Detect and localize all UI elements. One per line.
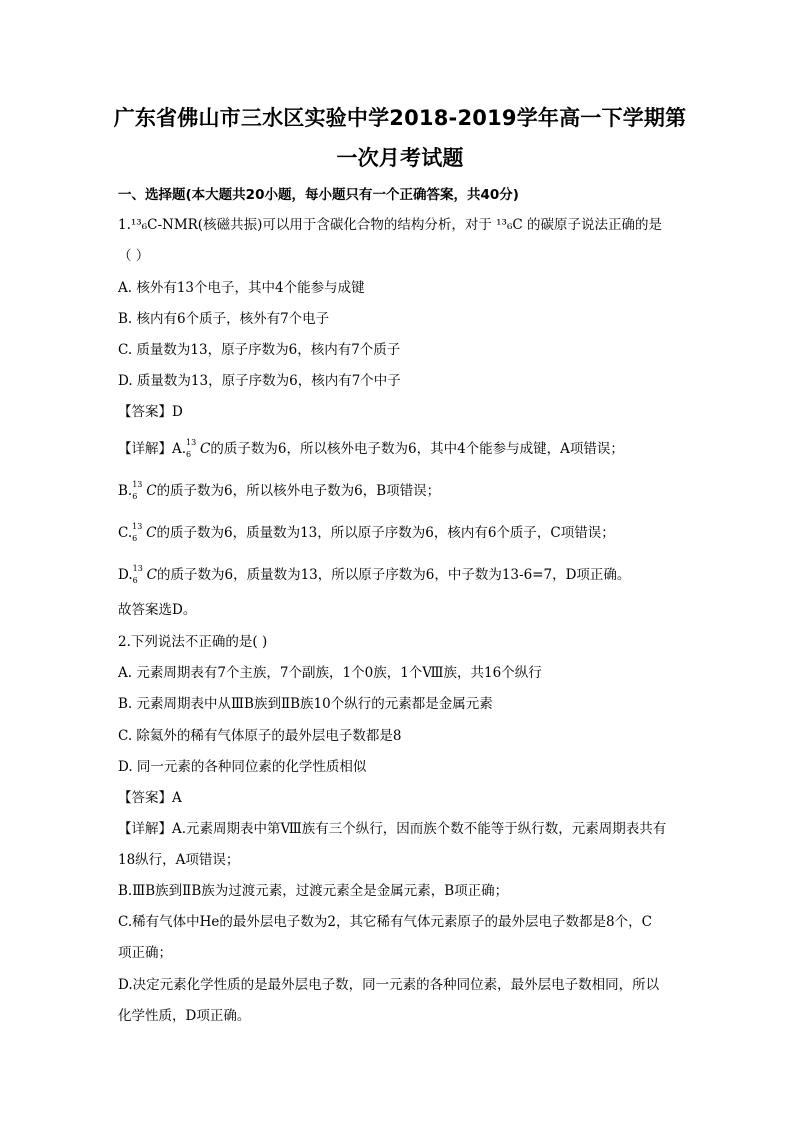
detail-b-prefix: B. — [118, 483, 133, 499]
q2-detail-c-line1: C.稀有气体中He的最外层电子数为2，其它稀有气体元素原子的最外层电子数都是8个，C — [118, 914, 652, 930]
q2-detail-b: B.ⅢB族到ⅡB族为过渡元素，过渡元素全是金属元素，B项正确； — [118, 883, 509, 899]
q2-stem: 2.下列说法不正确的是( ) — [118, 634, 268, 650]
detail-label: 【详解】 — [118, 441, 172, 457]
q1-conclusion: 故答案选D。 — [118, 602, 197, 618]
isotope-mass: 13 — [186, 438, 197, 447]
q1-detail-c — [118, 524, 680, 542]
document-title-line1: 广东省佛山市三水区实验中学2018-2019学年高一下学期第 — [113, 106, 687, 130]
q2-detail-d-line1: D.决定元素化学性质的是最外层电子数，同一元素的各种同位素，最外层电子数相同，所以 — [118, 977, 660, 993]
isotope-symbol: C — [200, 441, 211, 457]
section-heading: 一、选择题(本大题共20小题，每小题只有一个正确答案，共40分) — [118, 187, 519, 203]
q1-option-b: B. 核内有6个质子，核外有7个电子 — [118, 311, 330, 327]
q2-option-b: B. 元素周期表中从ⅢB族到ⅡB族10个纵行的元素都是金属元素 — [118, 696, 493, 712]
isotope-mass: 13 — [132, 522, 143, 531]
detail-a-text: A.元素周期表中第Ⅷ族有三个纵行，因而族个数不能等于纵行数，元素周期表共有 — [172, 821, 667, 837]
q1-option-d: D. 质量数为13，原子序数为6，核内有7个中子 — [118, 373, 401, 389]
q2-detail-a-line2: 18纵行，A项错误； — [118, 852, 240, 868]
detail-c-prefix: C. — [118, 525, 133, 541]
isotope-number: 6 — [132, 534, 138, 543]
q1-answer: 【答案】D — [118, 404, 183, 420]
document-title-line2: 一次月考试题 — [336, 146, 464, 170]
q1-option-a: A. 核外有13个电子，其中4个能参与成键 — [118, 280, 365, 296]
detail-a-text: 的质子数为6，所以核外电子数为6，其中4个能参与成键，A项错误； — [210, 441, 624, 457]
detail-a-prefix: A. — [172, 441, 187, 457]
isotope-mass: 13 — [132, 564, 143, 573]
detail-b-text: 的质子数为6，所以核外电子数为6，B项错误； — [156, 483, 441, 499]
q2-option-c: C. 除氦外的稀有气体原子的最外层电子数都是8 — [118, 728, 402, 744]
q2-answer: 【答案】A — [118, 790, 182, 806]
q1-option-c: C. 质量数为13，原子序数为6，核内有7个质子 — [118, 342, 401, 358]
q2-detail-a-line1 — [118, 820, 680, 838]
isotope-number: 6 — [132, 576, 138, 585]
q1-stem: 1.¹³₆C-NMR(核磁共振)可以用于含碳化合物的结构分析，对于 ¹³₆C 的碳原子说法正确的是 — [118, 217, 662, 233]
q1-paren: （ ） — [118, 248, 150, 264]
q2-option-a: A. 元素周期表有7个主族，7个副族，1个0族，1个Ⅷ族，共16个纵行 — [118, 665, 542, 681]
isotope-symbol: C — [146, 567, 157, 583]
q2-option-d: D. 同一元素的各种同位素的化学性质相似 — [118, 759, 367, 775]
isotope-symbol: C — [146, 483, 157, 499]
detail-label: 【详解】 — [118, 821, 172, 837]
detail-d-text: 的质子数为6，质量数为13，所以原子序数为6，中子数为13-6=7，D项正确。 — [156, 567, 631, 583]
isotope-mass: 13 — [132, 480, 143, 489]
isotope-symbol: C — [146, 525, 157, 541]
isotope-number: 6 — [132, 492, 138, 501]
q1-detail-d — [118, 566, 680, 584]
isotope-number: 6 — [186, 450, 192, 459]
q1-detail-b — [118, 482, 680, 500]
q2-detail-d-line2: 化学性质，D项正确。 — [118, 1008, 251, 1024]
detail-c-text: 的质子数为6，质量数为13，所以原子序数为6，核内有6个质子，C项错误； — [156, 525, 615, 541]
detail-d-prefix: D. — [118, 567, 133, 583]
q2-detail-c-line2: 项正确； — [118, 945, 172, 961]
q1-detail-a — [118, 440, 680, 458]
